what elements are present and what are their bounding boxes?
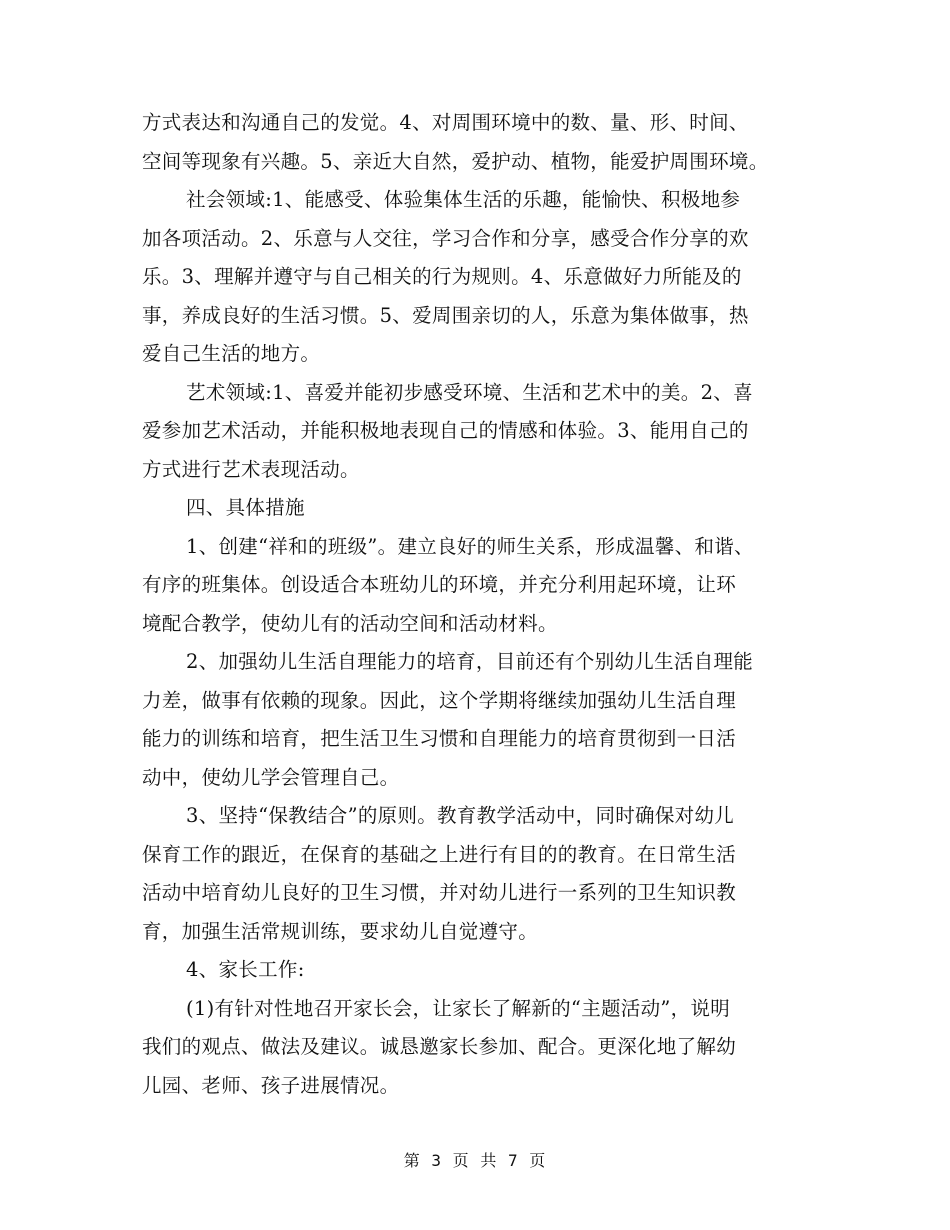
text-line: 育，加强生活常规训练，要求幼儿自觉遵守。: [142, 919, 539, 943]
text-line: 能力的训练和培育，把生活卫生习惯和自理能力的培育贯彻到一日活: [142, 727, 737, 750]
document-body: [142, 104, 832, 1105]
text-line: 1、创建“祥和的班级”。建立良好的师生关系，形成温馨、和谐、: [186, 534, 754, 558]
text-line: 儿园、老师、孩子进展情况。: [142, 1073, 400, 1097]
text-line: 有序的班集体。创设适合本班幼儿的环境，并充分利用起环境，让环: [142, 573, 737, 596]
text-line: 加各项活动。2、乐意与人交往，学习合作和分享，感受合作分享的欢: [142, 226, 749, 250]
text-line: 力差，做事有依赖的现象。因此，这个学期将继续加强幼儿生活自理: [142, 688, 737, 712]
text-line: 爱参加艺术活动，并能积极地表现自己的情感和体验。3、能用自己的: [142, 419, 749, 442]
text-line: 4、家长工作:: [186, 958, 305, 981]
text-line: 2、加强幼儿生活自理能力的培育，目前还有个别幼儿生活自理能: [186, 650, 754, 673]
text-line: 艺术领域:1、喜爱并能初步感受环境、生活和艺术中的美。2、喜: [186, 380, 753, 404]
text-line: 社会领域:1、能感受、体验集体生活的乐趣，能愉快、积极地参: [186, 188, 741, 211]
text-line: 爱自己生活的地方。: [142, 342, 321, 365]
text-line: 活动中培育幼儿良好的卫生习惯，并对幼儿进行一系列的卫生知识教: [142, 881, 737, 904]
text-line: 境配合教学，使幼儿有的活动空间和活动材料。: [142, 611, 558, 635]
text-line: 3、坚持“保教结合”的原则。教育教学活动中，同时确保对幼儿: [186, 804, 735, 827]
text-line: 方式表达和沟通自己的发觉。4、对周围环境中的数、量、形、时间、: [142, 111, 749, 134]
text-line: 保育工作的跟近，在保育的基础之上进行有目的的教育。在日常生活: [142, 842, 737, 866]
text-line: 我们的观点、做法及建议。诚恳邀家长参加、配合。更深化地了解幼: [142, 1035, 737, 1058]
text-line: 方式进行艺术表现活动。: [142, 457, 360, 481]
page-number-footer: 第 3 页 共 7 页: [403, 1151, 547, 1170]
text-line: (1)有针对性地召开家长会，让家长了解新的“主题活动”，说明: [186, 996, 731, 1020]
text-line: 空间等现象有兴趣。5、亲近大自然，爱护动、植物，能爱护周围环境。: [142, 149, 769, 173]
section-heading: 四、具体措施: [186, 496, 305, 519]
text-line: 动中，使幼儿学会管理自己。: [142, 765, 400, 789]
text-line: 乐。3、理解并遵守与自己相关的行为规则。4、乐意做好力所能及的: [142, 265, 742, 288]
text-line: 事，养成良好的生活习惯。5、爱周围亲切的人，乐意为集体做事，热: [142, 303, 749, 327]
